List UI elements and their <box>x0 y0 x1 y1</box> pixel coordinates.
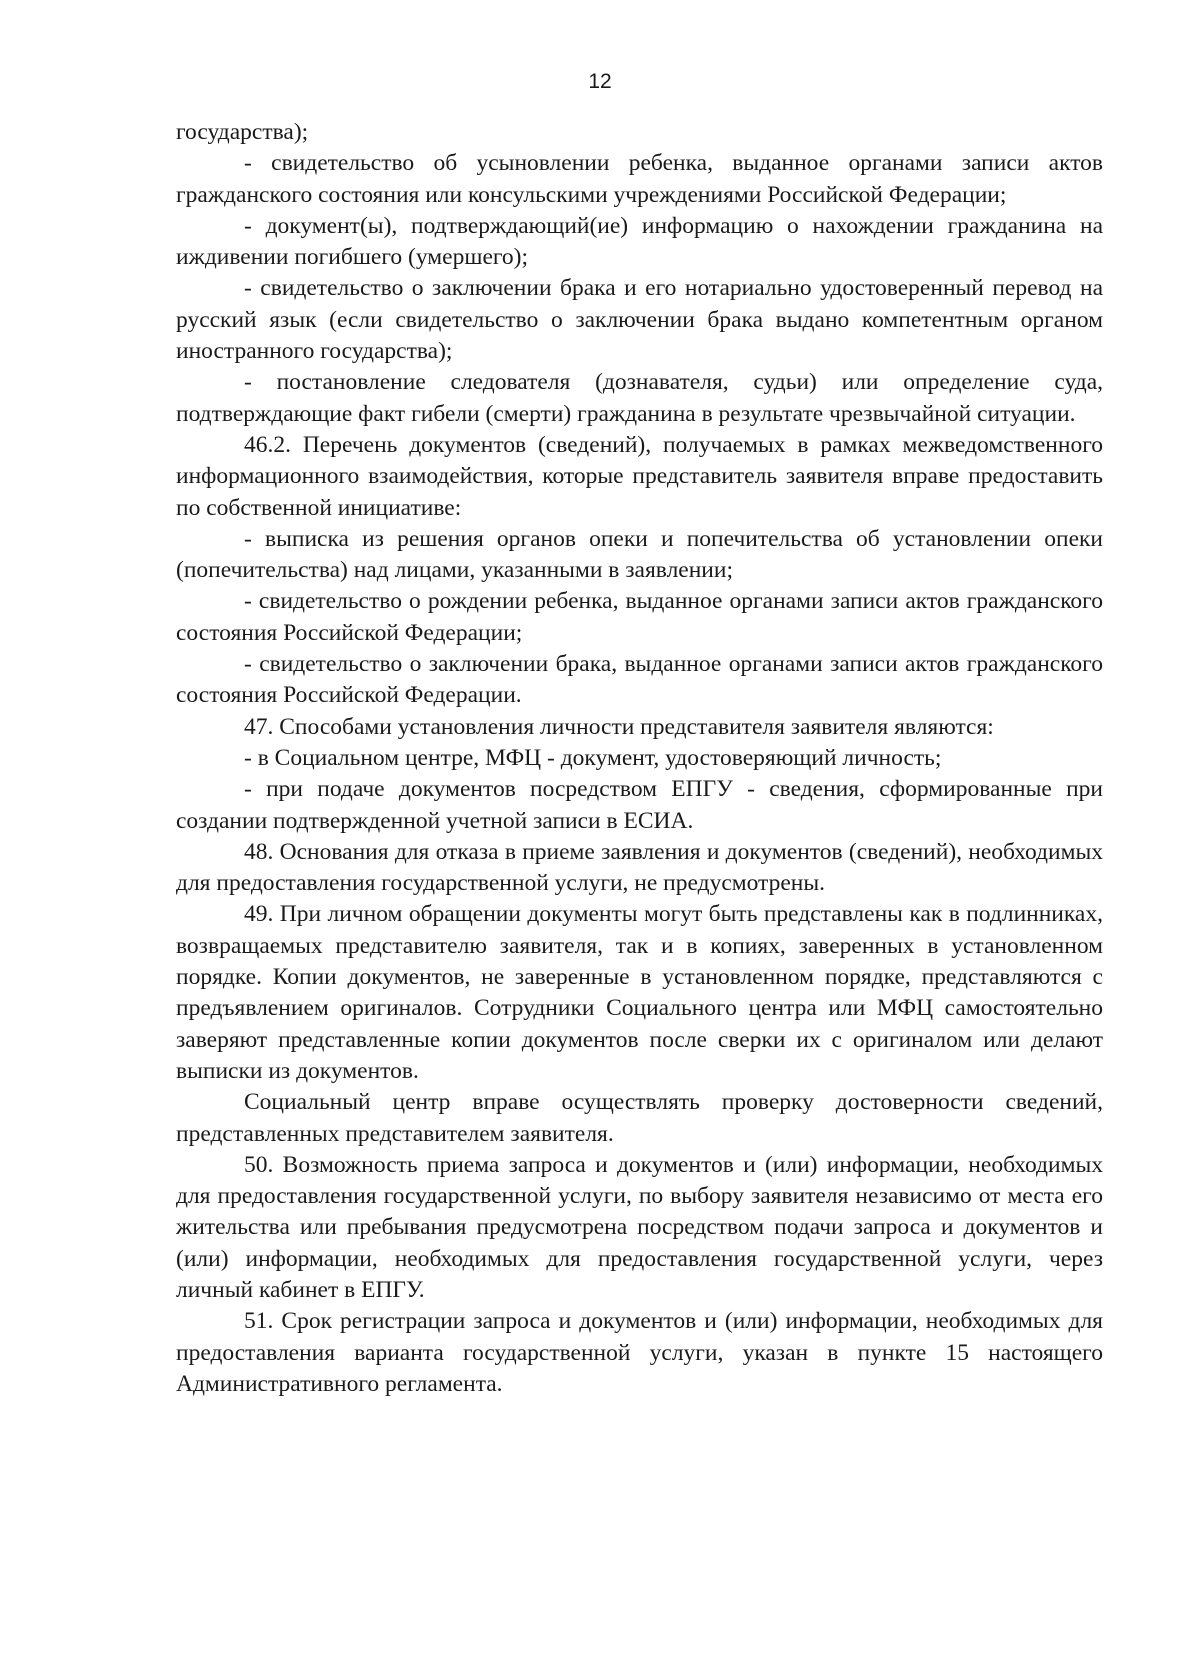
paragraph-continuation: государства); <box>176 119 309 145</box>
paragraph-49: 49. При личном обращении документы могут быть представлены как в подлинниках, возвращаемых представителю заявителя, так и в копиях, заверенных в установленном порядке. Копии документов, не заверенные в установленном порядке, представляются с предъявлением оригиналов. Сотрудники Социального центра или МФЦ самостоятельно заверяют представленные копии документов после сверки их с оригиналом или делают выписки из документов. <box>176 901 1103 1084</box>
paragraph-50: 50. Возможность приема запроса и документов и (или) информации, необходимых для предоставления государственной услуги, по выбору заявителя независимо от места его жительства или пребывания предусмотрена посредством подачи запроса и документов и (или) информации, необходимых для предоставления государственной услуги, через личный кабинет в ЕПГУ. <box>176 1151 1103 1303</box>
paragraph-marriage-certificate: - свидетельство о заключении брака, выданное органами записи актов гражданского состояния Российской Федерации. <box>176 651 1103 709</box>
paragraph-marriage-certificate-translation: - свидетельство о заключении брака и его нотариально удостоверенный перевод на русский язык (если свидетельство о заключении брака выдано компетентным органом иностранного государства); <box>176 275 1103 365</box>
paragraph-investigator-resolution: - постановление следователя (дознавателя, судьи) или определение суда, подтверждающие факт гибели (смерти) гражданина в результате чрезвычайной ситуации. <box>176 369 1103 427</box>
paragraph-verification: Социальный центр вправе осуществлять проверку достоверности сведений, представленных представителем заявителя. <box>176 1089 1103 1147</box>
paragraph-51: 51. Срок регистрации запроса и документов и (или) информации, необходимых для предоставления варианта государственной услуги, указан в пункте 15 настоящего Административного регламента. <box>176 1308 1103 1397</box>
page-number: 12 <box>588 70 612 93</box>
paragraph-46-2: 46.2. Перечень документов (сведений), получаемых в рамках межведомственного информационного взаимодействия, которые представитель заявителя вправе предоставить по собственной инициативе: <box>176 431 1103 521</box>
paragraph-birth-certificate: - свидетельство о рождении ребенка, выданное органами записи актов гражданского состояния Российской Федерации; <box>176 588 1103 646</box>
paragraph-47: 47. Способами установления личности представителя заявителя являются: <box>244 713 994 740</box>
document-body <box>176 117 1103 1400</box>
paragraph-guardianship-extract: - выписка из решения органов опеки и попечительства об установлении опеки (попечительства) над лицами, указанными в заявлении; <box>176 525 1103 584</box>
paragraph-adoption-certificate: - свидетельство об усыновлении ребенка, выданное органами записи актов гражданского состояния или консульскими учреждениями Российской Федерации; <box>176 150 1103 208</box>
paragraph-identity-epgu: - при подаче документов посредством ЕПГУ - сведения, сформированные при создании подтвержденной учетной записи в ЕСИА. <box>176 776 1103 834</box>
paragraph-48: 48. Основания для отказа в приеме заявления и документов (сведений), необходимых для предоставления государственной услуги, не предусмотрены. <box>176 838 1103 897</box>
paragraph-identity-social-center: - в Социальном центре, МФЦ - документ, удостоверяющий личность; <box>244 744 942 771</box>
paragraph-dependency-document: - документ(ы), подтверждающий(ие) информацию о нахождении гражданина на иждивении погибшего (умершего); <box>176 212 1103 271</box>
